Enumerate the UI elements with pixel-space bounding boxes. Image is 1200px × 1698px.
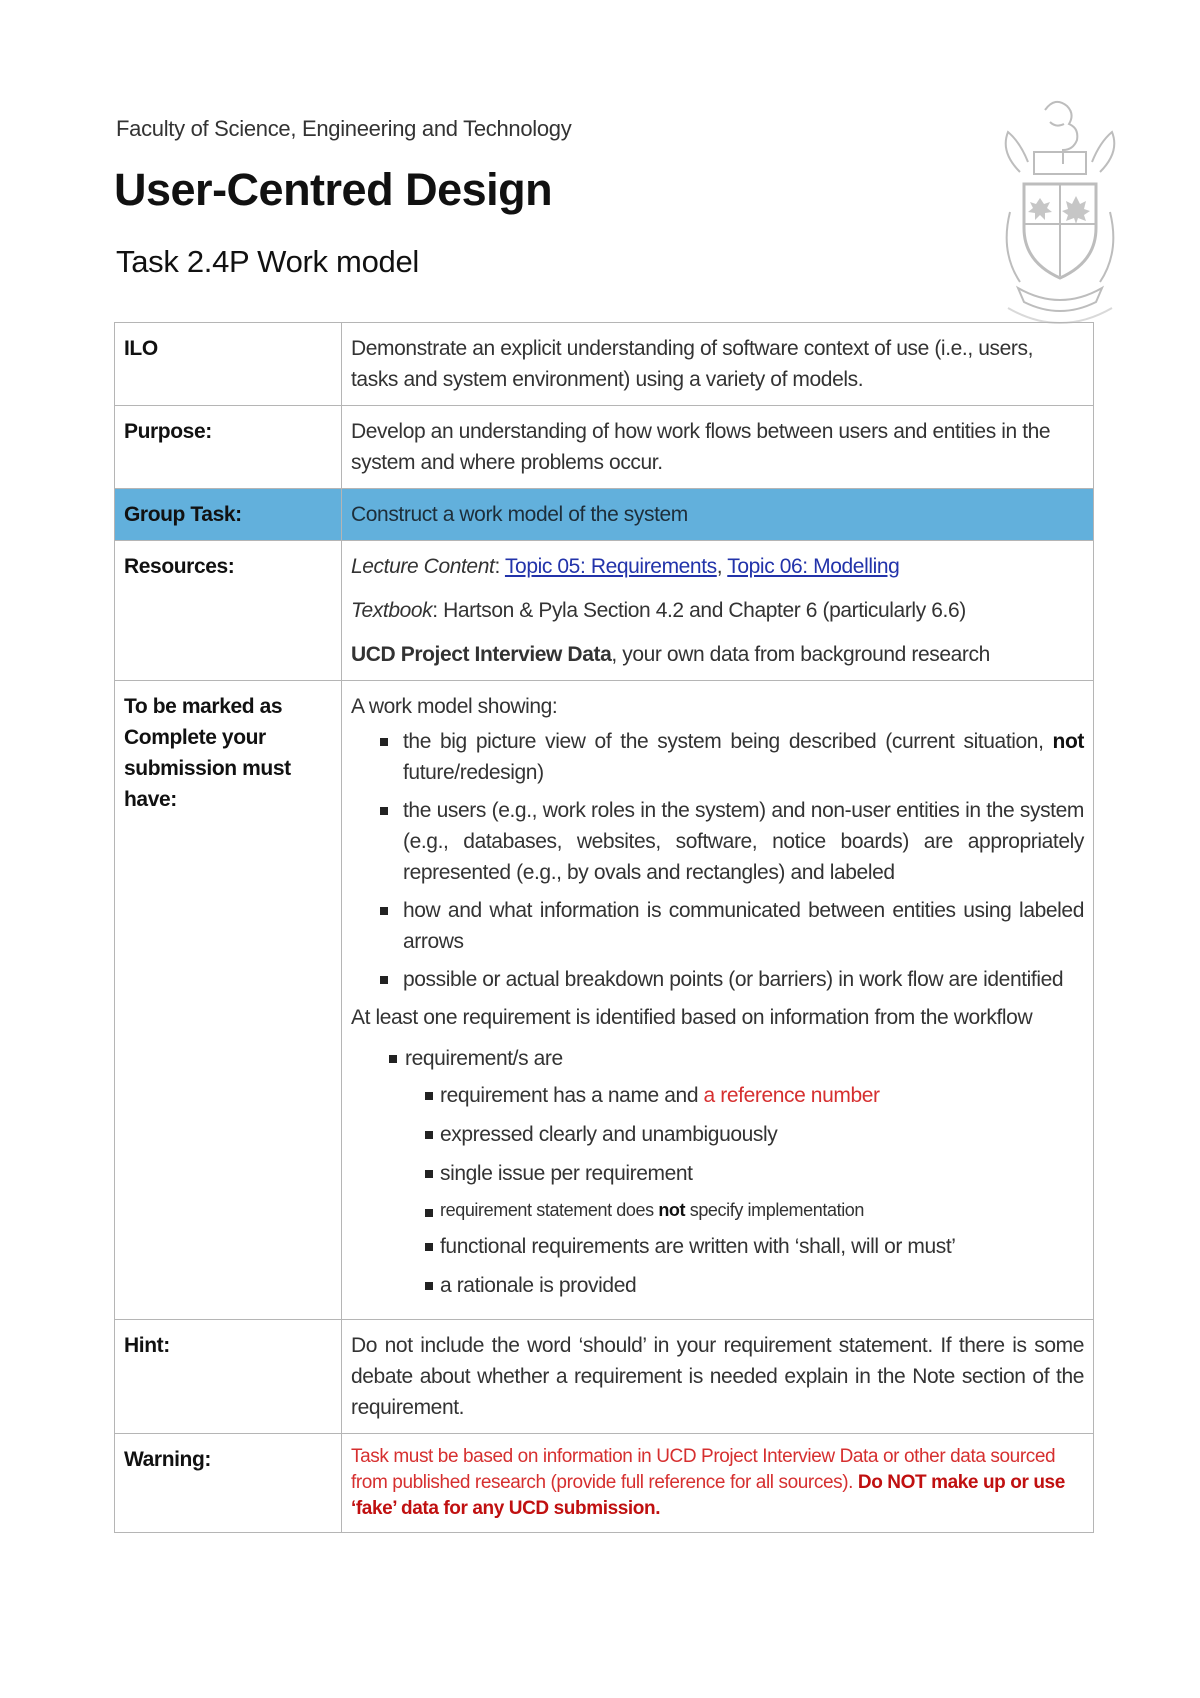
requirement-intro: At least one requirement is identified based on information from the workflow: [351, 1006, 1033, 1029]
marked-intro: A work model showing:: [351, 695, 558, 718]
resources-content: [342, 541, 1094, 681]
list-item: single issue per requirement: [351, 1158, 1084, 1189]
marked-content: [342, 681, 1094, 1320]
emphasis-not: not: [658, 1200, 686, 1220]
task-table: [114, 322, 1094, 1533]
hint-text: Do not include the word ‘should’ in your requirement statement. If there is some debate about whether a requirement is needed explain in the Note section of the requirement.: [342, 1320, 1094, 1434]
resources-label: Resources:: [115, 541, 342, 681]
row-ilo: [115, 323, 1094, 406]
row-purpose: [115, 406, 1094, 489]
purpose-label: Purpose:: [115, 406, 342, 489]
university-crest-logo: [990, 92, 1130, 332]
list-item: expressed clearly and unambiguously: [351, 1119, 1084, 1150]
emphasis-not: not: [1052, 730, 1084, 753]
criteria-text: requirement has a name and: [440, 1084, 704, 1107]
interview-data-line: [351, 639, 1084, 670]
warning-text: [351, 1444, 1084, 1522]
faculty-name: Faculty of Science, Engineering and Technology: [116, 116, 572, 141]
lecture-content-line: Lecture Content: Topic 05: Requirements, Topic 06: Modelling: [351, 555, 900, 578]
group-task-text: Construct a work model of the system: [342, 489, 1094, 541]
row-marking-criteria: [115, 681, 1094, 1320]
ilo-text: Demonstrate an explicit understanding of software context of use (i.e., users, tasks and system environment) using a variety of models.: [342, 323, 1094, 406]
topic-06-link[interactable]: Topic 06: Modelling: [727, 555, 900, 578]
criteria-text: requirement statement does: [440, 1200, 659, 1220]
requirements-heading: requirement/s are: [351, 1043, 1084, 1074]
criteria-text: future/redesign): [403, 761, 544, 784]
list-item: possible or actual breakdown points (or barriers) in work flow are identified: [351, 964, 1084, 995]
list-item: [351, 1080, 1084, 1111]
work-model-criteria-list: [351, 726, 1084, 995]
row-warning: [115, 1434, 1094, 1533]
textbook-text: Hartson & Pyla Section 4.2 and Chapter 6 (particularly 6.6): [443, 599, 966, 622]
list-item: [351, 1197, 1084, 1223]
reference-number-highlight: a reference number: [703, 1084, 880, 1107]
list-item: how and what information is communicated between entities using labeled arrows: [351, 895, 1084, 957]
ilo-label: ILO: [115, 323, 342, 406]
textbook-label: Textbook: [351, 599, 433, 622]
row-resources: [115, 541, 1094, 681]
warning-content: [342, 1434, 1094, 1533]
row-group-task: [115, 489, 1094, 541]
hint-label: Hint:: [115, 1320, 342, 1434]
criteria-text: specify implementation: [685, 1200, 865, 1220]
purpose-text: Develop an understanding of how work flows between users and entities in the system and where problems occur.: [342, 406, 1094, 489]
warning-emphasis: Do NOT make up or use ‘fake’ data for any UCD submission.: [351, 1472, 1065, 1519]
warning-label: Warning:: [115, 1434, 342, 1533]
page-title: User-Centred Design: [114, 164, 553, 215]
warning-body: Task must be based on information in UCD Project Interview Data or other data sourced from published research (provide full reference for all sources).: [351, 1446, 1056, 1493]
topic-05-link[interactable]: Topic 05: Requirements: [504, 555, 717, 578]
task-subtitle: Task 2.4P Work model: [116, 244, 419, 279]
row-hint: [115, 1320, 1094, 1434]
list-item: a rationale is provided: [351, 1270, 1084, 1301]
list-item: the users (e.g., work roles in the system) and non-user entities in the system (e.g., databases, websites, software, notice boards) are appropriately represented (e.g., by ovals and rectangles) and labeled: [351, 795, 1084, 888]
lecture-content-label: Lecture Content: [351, 555, 495, 578]
criteria-text: the big picture view of the system being described (current situation,: [403, 730, 1053, 753]
list-item: [351, 726, 1084, 788]
marked-label: To be marked as Complete your submission must have:: [115, 681, 342, 1320]
textbook-line: Textbook: Hartson & Pyla Section 4.2 and Chapter 6 (particularly 6.6): [351, 599, 966, 622]
interview-data-text: , your own data from background research: [611, 643, 990, 666]
list-item: functional requirements are written with ‘shall, will or must’: [351, 1231, 1084, 1262]
interview-data-label: UCD Project Interview Data: [351, 643, 612, 666]
group-task-label: Group Task:: [115, 489, 342, 541]
requirement-criteria-list: [351, 1080, 1084, 1301]
